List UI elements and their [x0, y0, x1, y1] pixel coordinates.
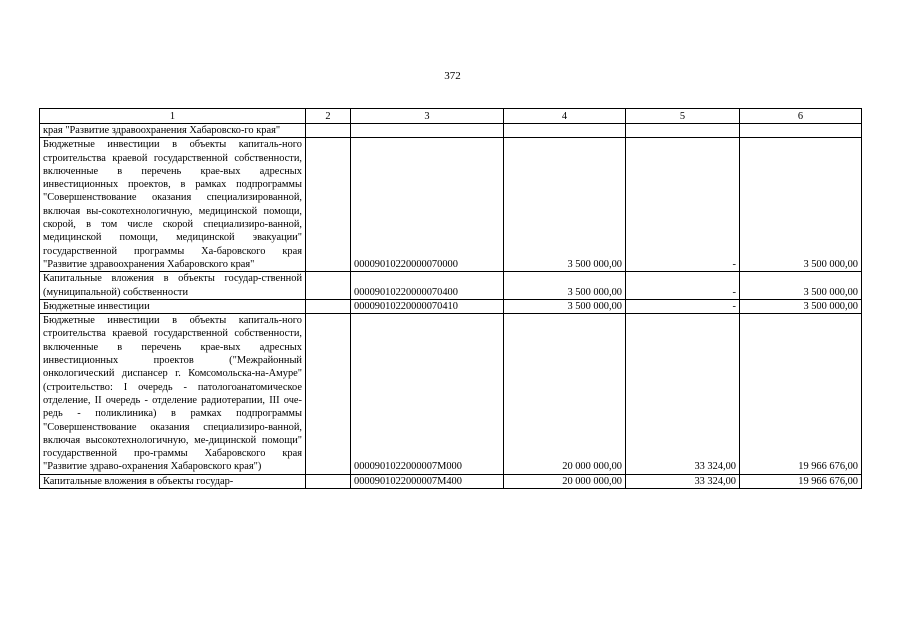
- row-code: 00009010220000070000: [351, 138, 504, 272]
- row-amount-4: 3 500 000,00: [504, 138, 626, 272]
- row-amount-5: 33 324,00: [626, 474, 740, 488]
- column-header-5: 5: [626, 109, 740, 124]
- row-amount-4: 20 000 000,00: [504, 314, 626, 475]
- column-header-2: 2: [306, 109, 351, 124]
- table-row: [40, 314, 862, 475]
- row-amount-6: 19 966 676,00: [740, 314, 862, 475]
- table-row: [40, 299, 862, 313]
- row-col2: [306, 299, 351, 313]
- row-amount-6: 19 966 676,00: [740, 474, 862, 488]
- row-amount-4: 3 500 000,00: [504, 272, 626, 300]
- header-row: [40, 109, 862, 124]
- row-description: Бюджетные инвестиции: [40, 299, 306, 313]
- row-amount-5: -: [626, 272, 740, 300]
- column-header-4: 4: [504, 109, 626, 124]
- table-row: [40, 474, 862, 488]
- row-amount-5: -: [626, 138, 740, 272]
- table-row: [40, 124, 862, 138]
- row-amount-5: 33 324,00: [626, 314, 740, 475]
- row-description: Бюджетные инвестиции в объекты капиталь-ного строительства краевой государственной собственности, включенные в перечень крае-вых адресных инвестиционных проектов, в рамках подпрограммы "Совершенствование оказания специализированной, включая вы-сокотехнологичную, медицинской помощи, скорой, в том числе скорой специализиро-ванной, медицинской помощи, медицинской эвакуации" государственной программы Ха-баровского края "Развитие здравоохранения Хабаровского края": [40, 138, 306, 272]
- row-description: Бюджетные инвестиции в объекты капиталь-ного строительства краевой государственной собственности, включенные в перечень крае-вых адресных инвестиционных проектов ("Межрайонный онкологический диспансер г. Комсомольска-на-Амуре" (строительство: I очередь - патологоанатомическое отделение, II очередь - отделение радиотерапии, III оче-редь - поликлиника) в рамках подпрограммы "Совершенствование оказания специализиро-ванной, включая высокотехнологичную, ме-дицинской помощи" государственной про-граммы Хабаровского края "Развитие здраво-охранения Хабаровского края"): [40, 314, 306, 475]
- row-code: 0000901022000007М400: [351, 474, 504, 488]
- row-amount-5: [626, 124, 740, 138]
- column-header-6: 6: [740, 109, 862, 124]
- row-col2: [306, 272, 351, 300]
- row-amount-5: -: [626, 299, 740, 313]
- table-row: [40, 138, 862, 272]
- row-col2: [306, 474, 351, 488]
- table-row: [40, 272, 862, 300]
- row-amount-4: 20 000 000,00: [504, 474, 626, 488]
- row-description: Капитальные вложения в объекты государ-ственной (муниципальной) собственности: [40, 272, 306, 300]
- row-code: 00009010220000070400: [351, 272, 504, 300]
- row-amount-6: 3 500 000,00: [740, 299, 862, 313]
- row-amount-6: 3 500 000,00: [740, 272, 862, 300]
- row-code: 00009010220000070410: [351, 299, 504, 313]
- row-amount-4: [504, 124, 626, 138]
- row-description: Капитальные вложения в объекты государ-: [40, 474, 306, 488]
- row-col2: [306, 124, 351, 138]
- column-header-3: 3: [351, 109, 504, 124]
- page-number: 372: [444, 70, 461, 82]
- row-col2: [306, 138, 351, 272]
- row-code: 0000901022000007М000: [351, 314, 504, 475]
- column-header-1: 1: [40, 109, 306, 124]
- row-description: края "Развитие здравоохранения Хабаровско-го края": [40, 124, 306, 138]
- row-amount-4: 3 500 000,00: [504, 299, 626, 313]
- budget-table: [39, 108, 862, 489]
- row-amount-6: 3 500 000,00: [740, 138, 862, 272]
- row-code: [351, 124, 504, 138]
- row-col2: [306, 314, 351, 475]
- row-amount-6: [740, 124, 862, 138]
